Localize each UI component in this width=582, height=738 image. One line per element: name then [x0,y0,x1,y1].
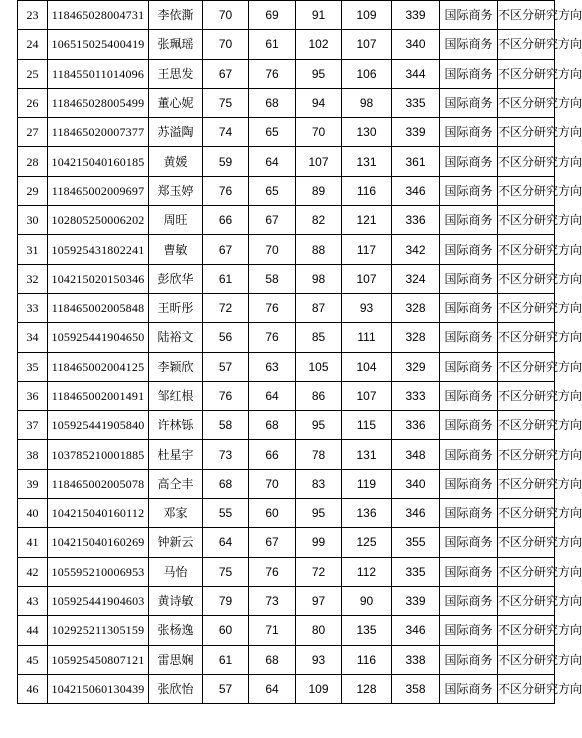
research-direction: 不区分研究方向 [498,293,555,322]
score-math: 80 [296,616,342,645]
score-major: 115 [342,411,392,440]
exam-id: 118455011014096 [48,59,149,88]
research-direction: 不区分研究方向 [498,235,555,264]
score-total: 333 [392,381,440,410]
score-math: 86 [296,381,342,410]
score-politics: 66 [203,206,249,235]
score-total: 346 [392,616,440,645]
row-number: 32 [18,264,48,293]
exam-id: 118465002005848 [48,293,149,322]
row-number: 42 [18,557,48,586]
student-name: 张珮瑶 [149,30,203,59]
score-english: 68 [249,88,296,117]
exam-id: 104215040160269 [48,528,149,557]
exam-id: 105925441904650 [48,323,149,352]
major-name: 国际商务 [440,616,498,645]
row-number: 23 [18,1,48,30]
major-name: 国际商务 [440,469,498,498]
table-row [18,440,555,469]
score-english: 60 [249,499,296,528]
score-politics: 58 [203,411,249,440]
score-politics: 57 [203,674,249,703]
research-direction: 不区分研究方向 [498,352,555,381]
score-major: 111 [342,323,392,352]
exam-id: 105925431802241 [48,235,149,264]
student-name: 杜星宇 [149,440,203,469]
exam-id: 105925441904603 [48,586,149,615]
score-math: 102 [296,30,342,59]
score-english: 73 [249,586,296,615]
exam-id: 103785210001885 [48,440,149,469]
major-name: 国际商务 [440,147,498,176]
score-major: 131 [342,440,392,469]
table-row [18,645,555,674]
student-name: 苏溢陶 [149,118,203,147]
score-total: 328 [392,323,440,352]
score-major: 121 [342,206,392,235]
score-major: 130 [342,118,392,147]
score-total: 348 [392,440,440,469]
row-number: 45 [18,645,48,674]
student-name: 邹红根 [149,381,203,410]
student-name: 周旺 [149,206,203,235]
exam-id: 118465002009697 [48,176,149,205]
research-direction: 不区分研究方向 [498,557,555,586]
score-math: 85 [296,323,342,352]
research-direction: 不区分研究方向 [498,30,555,59]
score-math: 72 [296,557,342,586]
table-body [18,1,582,704]
score-english: 76 [249,557,296,586]
student-name: 王思发 [149,59,203,88]
score-total: 336 [392,411,440,440]
score-total: 342 [392,235,440,264]
score-english: 61 [249,30,296,59]
score-major: 107 [342,264,392,293]
exam-id: 104215020150346 [48,264,149,293]
student-name: 高仝丰 [149,469,203,498]
score-total: 335 [392,557,440,586]
score-major: 116 [342,645,392,674]
score-english: 58 [249,264,296,293]
score-major: 131 [342,147,392,176]
row-number: 34 [18,323,48,352]
major-name: 国际商务 [440,293,498,322]
score-politics: 60 [203,616,249,645]
score-politics: 70 [203,1,249,30]
exam-id: 118465028004731 [48,1,149,30]
major-name: 国际商务 [440,30,498,59]
score-major: 109 [342,1,392,30]
score-math: 70 [296,118,342,147]
exam-id: 118465002004125 [48,352,149,381]
row-number: 30 [18,206,48,235]
score-english: 76 [249,59,296,88]
score-total: 344 [392,59,440,88]
score-major: 107 [342,381,392,410]
score-math: 107 [296,147,342,176]
score-math: 89 [296,176,342,205]
score-total: 358 [392,674,440,703]
row-number: 38 [18,440,48,469]
research-direction: 不区分研究方向 [498,323,555,352]
exam-id: 105595210006953 [48,557,149,586]
row-number: 44 [18,616,48,645]
score-major: 90 [342,586,392,615]
score-major: 106 [342,59,392,88]
major-name: 国际商务 [440,88,498,117]
score-total: 329 [392,352,440,381]
research-direction: 不区分研究方向 [498,264,555,293]
student-name: 许林铄 [149,411,203,440]
exam-id: 118465020007377 [48,118,149,147]
score-politics: 79 [203,586,249,615]
score-english: 65 [249,176,296,205]
major-name: 国际商务 [440,1,498,30]
score-english: 70 [249,235,296,264]
row-number: 25 [18,59,48,88]
score-major: 136 [342,499,392,528]
major-name: 国际商务 [440,557,498,586]
score-major: 135 [342,616,392,645]
exam-id: 105925441905840 [48,411,149,440]
table-row [18,352,555,381]
score-politics: 75 [203,88,249,117]
score-math: 82 [296,206,342,235]
student-name: 陆裕文 [149,323,203,352]
table-row [18,293,555,322]
research-direction: 不区分研究方向 [498,118,555,147]
score-english: 68 [249,411,296,440]
research-direction: 不区分研究方向 [498,147,555,176]
student-name: 马怡 [149,557,203,586]
score-math: 91 [296,1,342,30]
score-politics: 75 [203,557,249,586]
score-major: 112 [342,557,392,586]
major-name: 国际商务 [440,440,498,469]
student-name: 雷思娴 [149,645,203,674]
research-direction: 不区分研究方向 [498,674,555,703]
score-politics: 76 [203,381,249,410]
score-total: 339 [392,118,440,147]
score-math: 95 [296,499,342,528]
score-politics: 74 [203,118,249,147]
score-math: 98 [296,264,342,293]
score-english: 76 [249,323,296,352]
major-name: 国际商务 [440,176,498,205]
score-english: 66 [249,440,296,469]
student-name: 钟新云 [149,528,203,557]
score-major: 128 [342,674,392,703]
score-politics: 56 [203,323,249,352]
exam-id: 105925450807121 [48,645,149,674]
row-number: 26 [18,88,48,117]
major-name: 国际商务 [440,206,498,235]
score-english: 67 [249,528,296,557]
score-english: 63 [249,352,296,381]
student-name: 李颖欣 [149,352,203,381]
score-math: 83 [296,469,342,498]
student-name: 董心妮 [149,88,203,117]
score-total: 346 [392,176,440,205]
table-row [18,118,555,147]
table-row [18,235,555,264]
score-total: 324 [392,264,440,293]
research-direction: 不区分研究方向 [498,645,555,674]
score-politics: 59 [203,147,249,176]
score-major: 107 [342,30,392,59]
major-name: 国际商务 [440,118,498,147]
student-name: 郑玉婷 [149,176,203,205]
score-total: 339 [392,1,440,30]
score-total: 328 [392,293,440,322]
score-english: 76 [249,293,296,322]
score-math: 99 [296,528,342,557]
table-row [18,59,555,88]
table-row [18,381,555,410]
exam-id: 118465028005499 [48,88,149,117]
research-direction: 不区分研究方向 [498,88,555,117]
score-english: 65 [249,118,296,147]
major-name: 国际商务 [440,235,498,264]
research-direction: 不区分研究方向 [498,440,555,469]
score-english: 64 [249,674,296,703]
score-major: 125 [342,528,392,557]
table-row [18,206,555,235]
score-total: 355 [392,528,440,557]
major-name: 国际商务 [440,528,498,557]
score-math: 93 [296,645,342,674]
major-name: 国际商务 [440,674,498,703]
exam-id: 102805250006202 [48,206,149,235]
row-number: 43 [18,586,48,615]
major-name: 国际商务 [440,499,498,528]
table-row [18,30,555,59]
score-total: 340 [392,469,440,498]
score-english: 64 [249,147,296,176]
student-name: 张欣怡 [149,674,203,703]
table-row [18,147,555,176]
research-direction: 不区分研究方向 [498,59,555,88]
score-math: 97 [296,586,342,615]
score-english: 68 [249,645,296,674]
score-english: 69 [249,1,296,30]
score-politics: 73 [203,440,249,469]
score-major: 119 [342,469,392,498]
table-row [18,88,555,117]
score-total: 335 [392,88,440,117]
research-direction: 不区分研究方向 [498,1,555,30]
major-name: 国际商务 [440,59,498,88]
major-name: 国际商务 [440,586,498,615]
table-row [18,176,555,205]
student-name: 曹敏 [149,235,203,264]
row-number: 46 [18,674,48,703]
score-total: 361 [392,147,440,176]
student-name: 王昕彤 [149,293,203,322]
research-direction: 不区分研究方向 [498,206,555,235]
score-english: 67 [249,206,296,235]
research-direction: 不区分研究方向 [498,528,555,557]
major-name: 国际商务 [440,323,498,352]
score-math: 105 [296,352,342,381]
score-math: 78 [296,440,342,469]
exam-id: 104215040160185 [48,147,149,176]
row-number: 40 [18,499,48,528]
row-number: 24 [18,30,48,59]
score-politics: 76 [203,176,249,205]
score-major: 104 [342,352,392,381]
row-number: 33 [18,293,48,322]
score-english: 71 [249,616,296,645]
score-english: 64 [249,381,296,410]
row-number: 36 [18,381,48,410]
score-total: 339 [392,586,440,615]
row-number: 27 [18,118,48,147]
table-row [18,264,555,293]
score-politics: 57 [203,352,249,381]
score-total: 338 [392,645,440,674]
research-direction: 不区分研究方向 [498,411,555,440]
research-direction: 不区分研究方向 [498,381,555,410]
score-politics: 72 [203,293,249,322]
major-name: 国际商务 [440,411,498,440]
exam-id: 118465002005078 [48,469,149,498]
row-number: 41 [18,528,48,557]
table-row [18,528,555,557]
table-row [18,411,555,440]
student-name: 李依澌 [149,1,203,30]
score-math: 94 [296,88,342,117]
table-row [18,323,555,352]
score-politics: 67 [203,235,249,264]
table-row [18,1,555,30]
exam-id: 106515025400419 [48,30,149,59]
score-math: 95 [296,411,342,440]
row-number: 31 [18,235,48,264]
score-politics: 61 [203,645,249,674]
table-row [18,557,555,586]
score-major: 117 [342,235,392,264]
student-name: 彭欣华 [149,264,203,293]
student-name: 邓家 [149,499,203,528]
exam-id: 102925211305159 [48,616,149,645]
research-direction: 不区分研究方向 [498,616,555,645]
score-math: 87 [296,293,342,322]
table-row [18,469,555,498]
row-number: 37 [18,411,48,440]
score-math: 95 [296,59,342,88]
row-number: 35 [18,352,48,381]
score-politics: 67 [203,59,249,88]
table-row [18,616,555,645]
score-total: 340 [392,30,440,59]
score-politics: 55 [203,499,249,528]
research-direction: 不区分研究方向 [498,499,555,528]
score-total: 336 [392,206,440,235]
research-direction: 不区分研究方向 [498,586,555,615]
major-name: 国际商务 [440,352,498,381]
row-number: 39 [18,469,48,498]
major-name: 国际商务 [440,645,498,674]
score-major: 93 [342,293,392,322]
score-major: 116 [342,176,392,205]
research-direction: 不区分研究方向 [498,469,555,498]
exam-id: 104215040160112 [48,499,149,528]
score-total: 346 [392,499,440,528]
row-number: 29 [18,176,48,205]
table-row [18,499,555,528]
student-name: 黄诗敏 [149,586,203,615]
score-math: 88 [296,235,342,264]
score-politics: 68 [203,469,249,498]
table-row [18,674,555,703]
exam-id: 118465002001491 [48,381,149,410]
score-politics: 64 [203,528,249,557]
score-politics: 70 [203,30,249,59]
table-row [18,586,555,615]
score-math: 109 [296,674,342,703]
score-politics: 61 [203,264,249,293]
major-name: 国际商务 [440,381,498,410]
admission-score-table [17,0,582,704]
student-name: 黄媛 [149,147,203,176]
score-english: 70 [249,469,296,498]
research-direction: 不区分研究方向 [498,176,555,205]
row-number: 28 [18,147,48,176]
major-name: 国际商务 [440,264,498,293]
student-name: 张杨逸 [149,616,203,645]
score-major: 98 [342,88,392,117]
exam-id: 104215060130439 [48,674,149,703]
